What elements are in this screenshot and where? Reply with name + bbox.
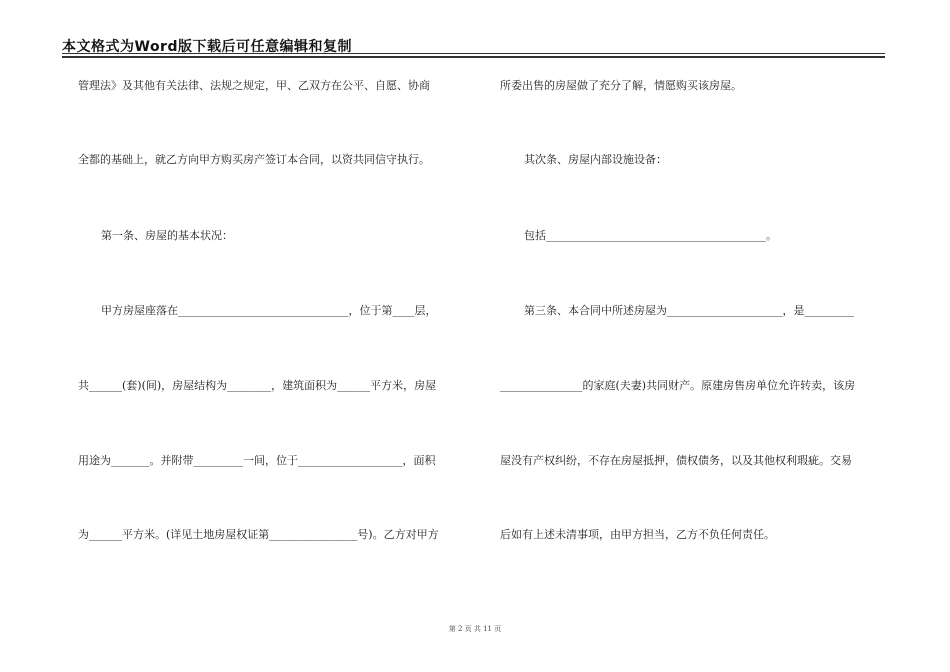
right-paragraph-line: 包括________________________________________。 (524, 229, 777, 242)
page-number-footer: 第 2 页 共 11 页 (448, 625, 502, 633)
section-heading-2: 其次条、房屋内部设施设备： (524, 153, 667, 166)
right-paragraph-line: 所委出售的房屋做了充分了解，情愿购买该房屋。 (500, 79, 742, 92)
right-paragraph-line: 屋没有产权纠纷，不存在房屋抵押，债权债务，以及其他权利瑕疵。交易 (500, 454, 852, 467)
left-paragraph-line: 用途为_______。并附带_________一间，位于___________________，面积 (78, 454, 436, 467)
left-paragraph-line: 全都的基础上，就乙方向甲方购买房产签订本合同，以资共同信守执行。 (78, 153, 430, 166)
header-rule-thick (62, 56, 885, 58)
right-paragraph-line: _______________的家庭(夫妻)共同财产。原建房售房单位允许转卖，该房 (500, 379, 856, 392)
left-paragraph-line: 共______(套)(间)，房屋结构为________，建筑面积为______平方米，房屋 (78, 379, 437, 392)
left-paragraph-line: 甲方房屋座落在_______________________________，位于第____层， (101, 304, 437, 317)
document-header-title: 本文格式为Word版下载后可任意编辑和复制 (62, 39, 352, 55)
header-rule-thin (62, 53, 885, 54)
left-paragraph-line: 管理法》及其他有关法律、法规之规定，甲、乙双方在公平、自愿、协商 (78, 79, 430, 92)
section-heading-3: 第三条、本合同中所述房屋为_____________________，是_________ (524, 304, 854, 317)
right-paragraph-line: 后如有上述未清事项，由甲方担当，乙方不负任何责任。 (500, 528, 775, 541)
left-paragraph-line: 为______平方米。(详见土地房屋权证第________________号)。乙方对甲方 (78, 528, 439, 541)
section-heading-1: 第一条、房屋的基本状况： (101, 229, 233, 242)
